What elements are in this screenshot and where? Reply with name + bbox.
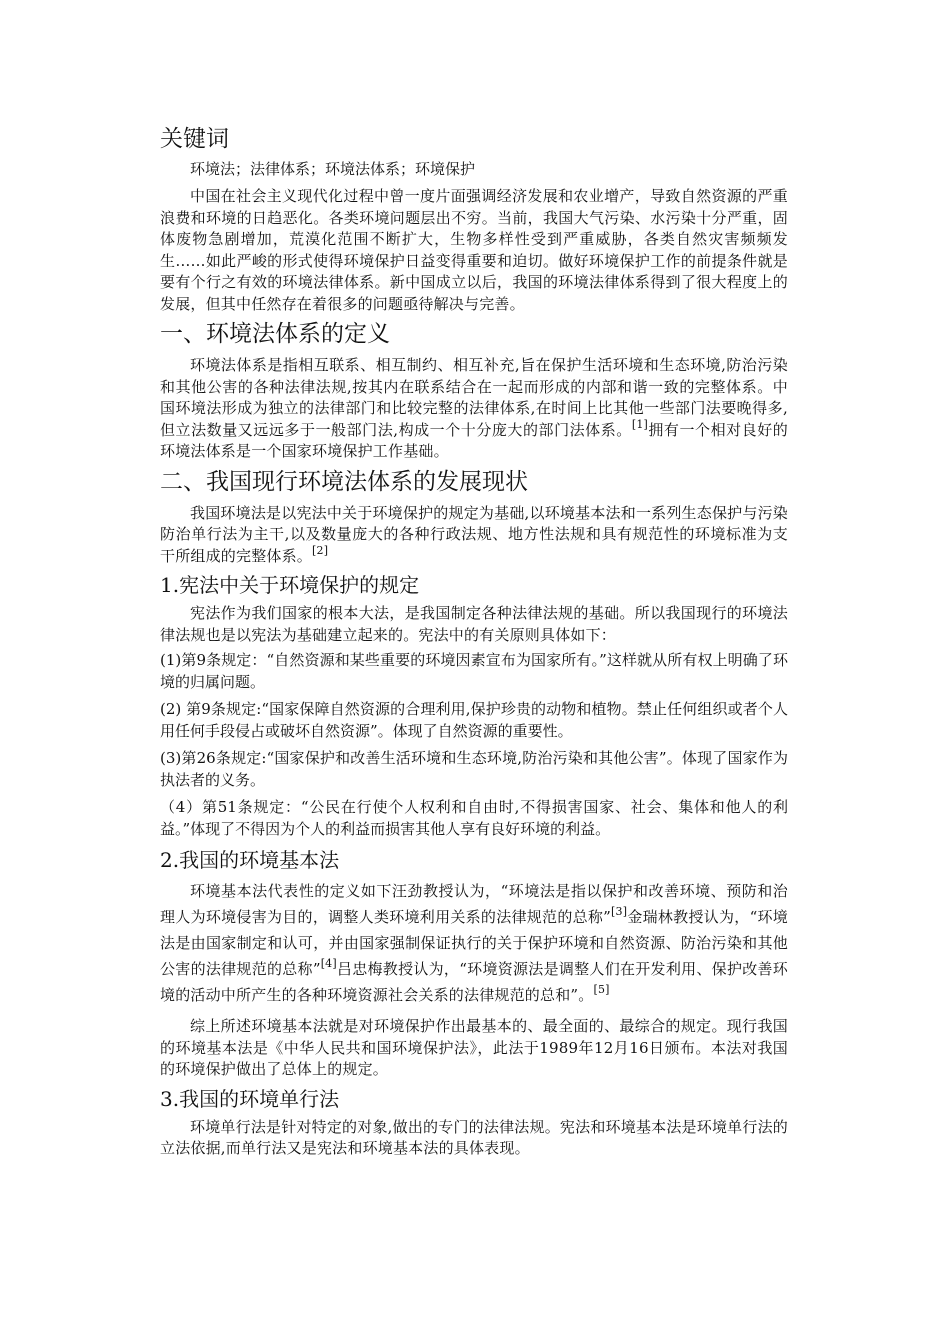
citation-ref-3: [3]	[611, 905, 628, 918]
citation-ref-5: [5]	[593, 983, 610, 996]
citation-ref-4: [4]	[320, 957, 337, 970]
subsection-2-text-c: 吕忠梅教授认为，“环境资源法是调整人们在开发利用、保护改善环境的活动中所产生的各种环境资源社会关系的法律规范的总和”。	[160, 960, 788, 1004]
keywords-heading: 关键词	[160, 126, 229, 152]
section-1-paragraph	[160, 355, 788, 463]
section-1-text-b: 拥有一个相对良好的环境法体系是一个国家环境保护工作基础。	[160, 420, 788, 460]
constitution-item-4: （4）第51条规定：“公民在行使个人权利和自由时,不得损害国家、社会、集体和他人的利益。”体现了不得因为个人的利益而损害其他人享有良好环境的利益。	[160, 798, 788, 838]
subsection-2-text-a: 环境基本法代表性的定义如下汪劲教授认为，“环境法是指以保护和改善环境、预防和治理人为环境侵害为目的，调整人类环境利用关系的法律规范的总称”	[160, 882, 788, 926]
subsection-2-paragraph-2: 综上所述环境基本法就是对环境保护作出最基本的、最全面的、最综合的规定。现行我国的环境基本法是《中华人民共和国环境保护法》，此法于1989年12月16日颁布。本法对我国的环境保护做出了总体上的规定。	[160, 1017, 788, 1078]
subsection-1-heading: 1.宪法中关于环境保护的规定	[160, 573, 420, 597]
constitution-item-1: (1)第9条规定：“自然资源和某些重要的环境因素宣布为国家所有。”这样就从所有权上明确了环境的归属问题。	[160, 651, 788, 691]
document-page	[160, 124, 788, 1164]
section-2-text: 我国环境法是以宪法中关于环境保护的规定为基础,以环境基本法和一系列生态保护与污染防治单行法为主干,以及数量庞大的各种行政法规、地方性法规和具有规范性的环境标准为支干所组成的完整体系。	[160, 503, 788, 565]
section-2-heading: 二、我国现行环境法体系的发展现状	[160, 468, 528, 495]
citation-ref-2: [2]	[312, 543, 329, 557]
section-1-text-a: 环境法体系是指相互联系、相互制约、相互补充,旨在保护生活环境和生态环境,防治污染和其他公害的各种法律法规,按其内在联系结合在一起而形成的内部和谐一致的完整体系。中国环境法形成为独立的法律部门和比较完整的法律体系,在时间上比其他一些部门法要晚得多,但立法数量又远远多于一般部门法,构成一个十分庞大的部门法体系。	[160, 356, 788, 439]
subsection-3-heading: 3.我国的环境单行法	[160, 1086, 340, 1111]
section-2-paragraph	[160, 503, 788, 568]
keywords-terms: 环境法；法律体系；环境法体系；环境保护	[190, 160, 476, 178]
subsection-2-heading: 2.我国的环境基本法	[160, 848, 340, 872]
citation-ref-1: [1]	[631, 417, 649, 431]
subsection-3-paragraph: 环境单行法是针对特定的对象,做出的专门的法律法规。宪法和环境基本法是环境单行法的立法依据,而单行法又是宪法和环境基本法的具体表现。	[160, 1117, 788, 1157]
constitution-item-3: (3)第26条规定:“国家保护和改善生活环境和生态环境,防治污染和其他公害”。体现了国家作为执法者的义务。	[160, 749, 788, 789]
subsection-2-paragraph-1	[160, 878, 788, 1008]
subsection-2-text-b: 金瑞林教授认为，“环境法是由国家制定和认可，并由国家强制保证执行的关于保护环境和自然资源、防治污染和其他公害的法律规范的总称”	[160, 908, 789, 978]
intro-paragraph: 中国在社会主义现代化过程中曾一度片面强调经济发展和农业增产，导致自然资源的严重浪费和环境的日趋恶化。各类环境问题层出不穷。当前，我国大气污染、水污染十分严重，固体废物急剧增加，荒漠化范围不断扩大，生物多样性受到严重威胁，各类自然灾害频频发生……如此严峻的形式使得环境保护日益变得重要和迫切。做好环境保护工作的前提条件就是要有个行之有效的环境法律体系。新中国成立以后，我国的环境法律体系得到了很大程度上的发展，但其中任然存在着很多的问题亟待解决与完善。	[160, 187, 788, 313]
constitution-item-2: (2) 第9条规定:“国家保障自然资源的合理利用,保护珍贵的动物和植物。禁止任何组织或者个人用任何手段侵占或破坏自然资源”。体现了自然资源的重要性。	[160, 700, 788, 740]
subsection-1-paragraph: 宪法作为我们国家的根本大法，是我国制定各种法律法规的基础。所以我国现行的环境法律法规也是以宪法为基础建立起来的。宪法中的有关原则具体如下：	[160, 604, 788, 644]
section-1-heading: 一、环境法体系的定义	[160, 321, 390, 347]
